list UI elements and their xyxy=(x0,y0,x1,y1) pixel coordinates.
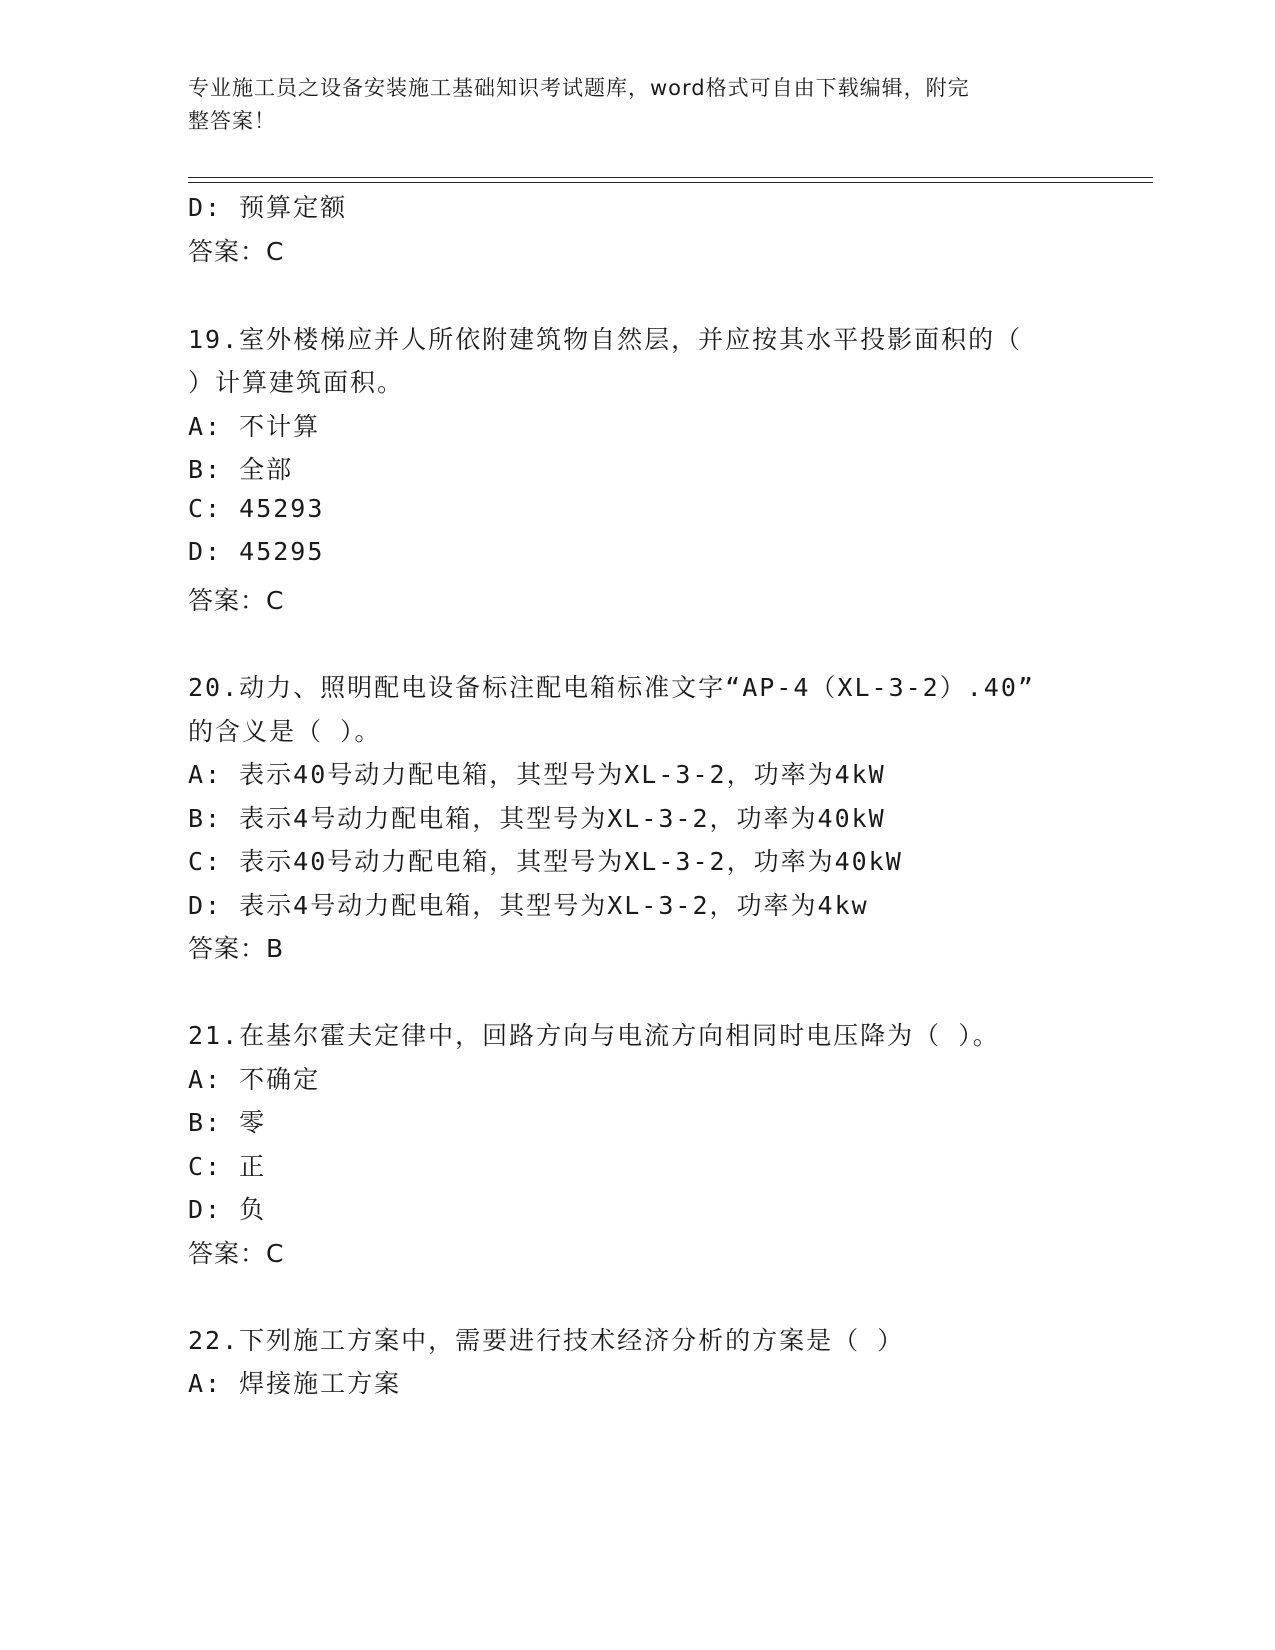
q21-option-a: A: 不确定 xyxy=(188,1065,321,1094)
q19-option-c: C: 45293 xyxy=(188,494,325,523)
q21-option-d: D: 负 xyxy=(188,1195,267,1224)
q22-option-a: A: 焊接施工方案 xyxy=(188,1369,402,1398)
q20-option-b: B: 表示4号动力配电箱，其型号为XL-3-2，功率为40kW xyxy=(188,804,886,833)
header-divider-bottom xyxy=(188,182,1153,183)
prev-answer: 答案：C xyxy=(188,237,285,266)
q20-option-d: D: 表示4号动力配电箱，其型号为XL-3-2，功率为4kw xyxy=(188,891,869,920)
q19-option-a: A: 不计算 xyxy=(188,412,321,441)
q19-answer: 答案：C xyxy=(188,586,285,615)
q21-option-c: C: 正 xyxy=(188,1152,267,1181)
q19-option-d: D: 45295 xyxy=(188,537,325,566)
q20-stem-line-2: 的含义是（ ）。 xyxy=(188,717,382,746)
q19-stem-line-1: 19.室外楼梯应并人所依附建筑物自然层，并应按其水平投影面积的（ xyxy=(188,325,1023,354)
q22-stem-line-1: 22.下列施工方案中，需要进行技术经济分析的方案是（ ） xyxy=(188,1326,905,1355)
header-divider-top xyxy=(188,177,1153,178)
q20-option-a: A: 表示40号动力配电箱，其型号为XL-3-2，功率为4kW xyxy=(188,760,886,789)
header-line-2: 整答案！ xyxy=(188,109,276,133)
q19-stem-line-2: ）计算建筑面积。 xyxy=(188,368,405,397)
q19-option-b: B: 全部 xyxy=(188,455,294,484)
q20-answer: 答案：B xyxy=(188,934,285,963)
q20-stem-line-1: 20.动力、照明配电设备标注配电箱标准文字“AP-4（XL-3-2）.40” xyxy=(188,673,1035,702)
q21-answer: 答案：C xyxy=(188,1239,285,1268)
q21-stem-line-1: 21.在基尔霍夫定律中，回路方向与电流方向相同时电压降为（ ）。 xyxy=(188,1021,1000,1050)
q21-option-b: B: 零 xyxy=(188,1108,267,1137)
header-line-1: 专业施工员之设备安装施工基础知识考试题库，word格式可自由下载编辑，附完 xyxy=(188,76,970,100)
prev-option-d: D: 预算定额 xyxy=(188,193,348,222)
document-header xyxy=(188,72,1068,138)
q20-option-c: C: 表示40号动力配电箱，其型号为XL-3-2，功率为40kW xyxy=(188,847,903,876)
